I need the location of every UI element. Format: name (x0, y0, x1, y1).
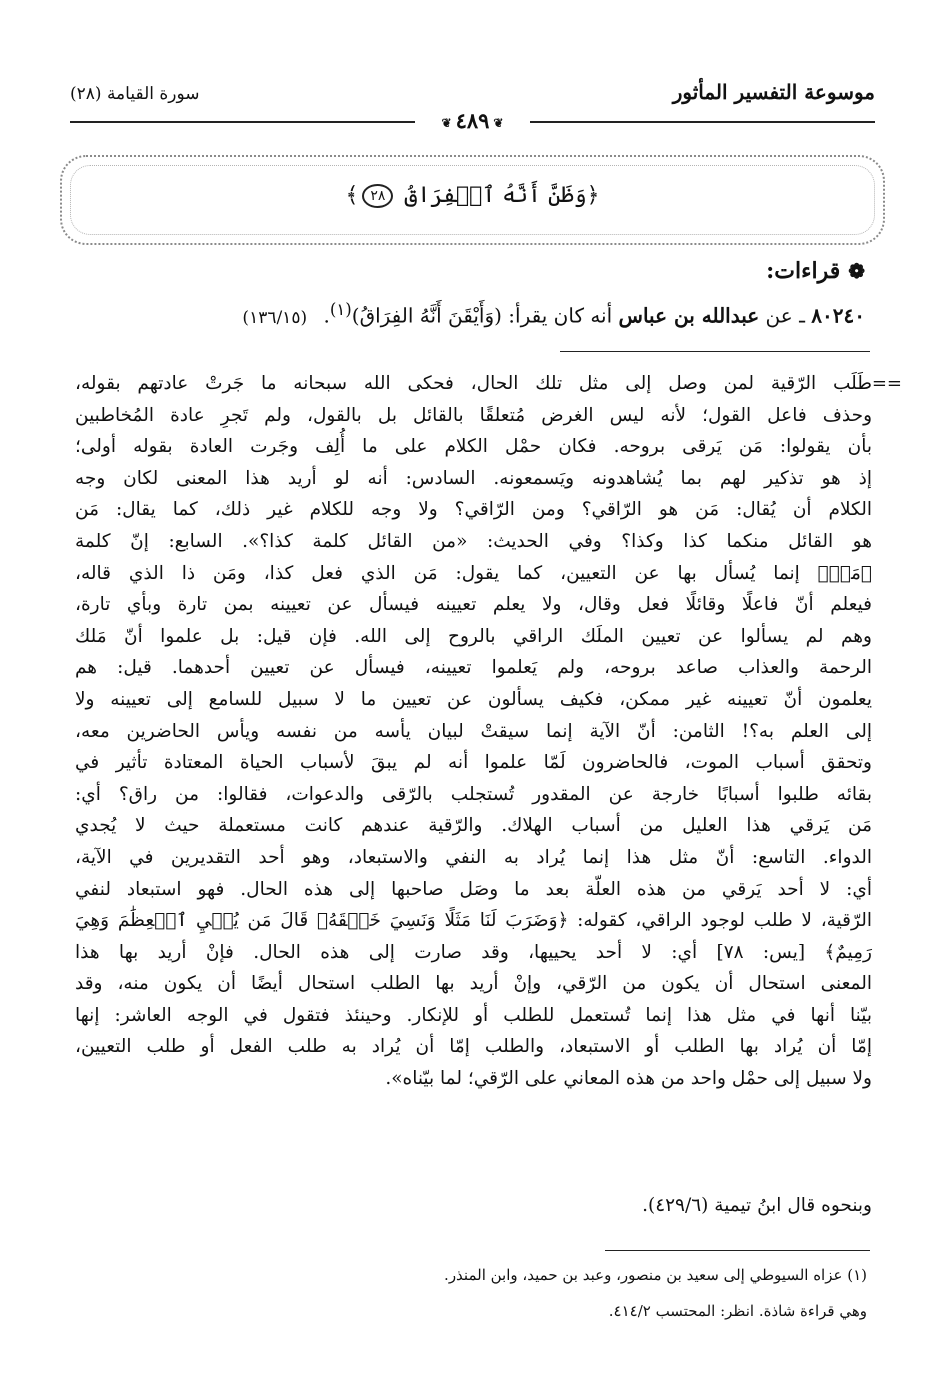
ornament-icon: ❦ (493, 115, 504, 130)
body-line: المعنى استحال أن يكون من الرّقي، وإنْ أريد بها الطلب استحال أيضًا أن يكون منه، وقد (75, 973, 872, 995)
body-line: الرحمة والعذاب صاعد بروحه، ولم يَعلموا تعيينه، فيسأل عن تعيين أحدهما. قيل: هم (75, 657, 872, 679)
narration-period: . (323, 303, 330, 328)
body-line: وهم لم يسألوا عن تعيين الملَك الراقي بالروح إلى الله. فإن قيل: بل علموا أنّ مَلك (75, 625, 872, 647)
page-number: ٤٨٩ (455, 108, 490, 133)
body-line: هو القائل منكما كذا وكذا؟ وفي الحديث: «من القائل كلمة كذا؟». السابع: إنّ كلمة (75, 530, 872, 552)
body-paragraph (75, 368, 902, 1095)
body-line: مَن يَرقي هذا العليل من أسباب الهلاك. والرّقية عندهم كانت مستعملة حيث لا يُجدي (75, 815, 872, 837)
narration (65, 300, 865, 328)
body-line: بأن يقولوا: مَن يَرقى بروحه. فكان حمْل الكلام على ما أُلِف وجَرت العادة بقوله أولى؛ (75, 436, 872, 458)
body-line: الدواء. التاسع: أنّ مثل هذا إنما يُراد به النفي والاستبعاد، وهو أحد التقديرين في الآية، (75, 846, 872, 868)
ayah-text (60, 183, 885, 208)
body-line: الكلام أن يُقال: مَن هو الرّاقي؟ ومن الرّاقي؟ ولا وجه للكلام غير ذلك، كما يقال: مَن (75, 499, 872, 521)
body-line: ولا سبيل إلى حمْل واحد من هذه المعاني على الرّقي؛ لما بيّناه». (385, 1068, 872, 1090)
book-title: موسوعة التفسير المأثور (672, 80, 875, 104)
body-line: وحذف فاعل القول؛ لأنه ليس الغرض مُتعلقًا بالقائل بل بالقول، ولم تَجرِ عادة المُخاطبين (75, 404, 872, 426)
header-rule-left (70, 121, 415, 123)
narration-text-before: ـ عن (765, 303, 805, 328)
header-rule-right (530, 121, 875, 123)
body-line: يعلمون أنّ تعيينه غير ممكن، فكيف يسألون عن تعيين ما لا سبيل للسامع إلى تعيينه ولا (75, 688, 872, 710)
body-line: إلى العلم به؟! الثامن: أنّ الآية إنما سيقتْ لبيان يأسه من نفسه ويأس الحاضرين معه، (75, 720, 872, 742)
section-heading (766, 258, 865, 284)
ayah-number-badge: ٢٨ (362, 184, 393, 208)
body-line: الرّقية، لا طلب لوجود الراقي، كقوله: ﴿وَضَرَبَ لَنَا مَثَلًا وَنَسِيَ خَلۡقَهُۥ قَالَ مَن يُحۡيِ ٱلۡعِظَٰمَ وَهِيَ (75, 910, 872, 932)
body-line: فيعلم أنّ فاعلًا وقائلًا فعل وقال، ولا يعلم تعيينه فيسأل عن تعيينه بمن تارة وبأي تارة، (75, 594, 872, 616)
surah-label: سورة القيامة (٢٨) (70, 84, 200, 104)
footnote: (١) عزاه السيوطي إلى سعيد بن منصور، وعبد بن حميد، وابن المنذر. (444, 1266, 867, 1284)
section-heading-label: قراءات: (766, 258, 841, 284)
ayah-close: ﴾ (345, 183, 359, 208)
body-line: إذ هو تذكير لهم بما يُشاهدونه ويَسمعونه. السادس: أنه لو أريد هذا المعنى لكان وجه (75, 467, 872, 489)
footnote: وهي قراءة شاذة. انظر: المحتسب ٤١٤/٢. (608, 1302, 867, 1320)
footnote-separator (605, 1250, 870, 1251)
body-line: وتحقق أسباب الموت، فالحاضرون لَمّا علموا أنه لم يبقَ لأسباب الحياة المعتادة تأثير في (75, 752, 872, 774)
flower-ornament-icon: ❁ (848, 259, 865, 283)
body-line: إمّا أن يُراد بها الطلب أو الاستبعاد، والطلب إمّا أن يُراد به طلب الفعل أو طلب التعيين، (75, 1036, 872, 1058)
ornament-icon: ❦ (441, 115, 452, 130)
footnote-ref: (١) (329, 300, 352, 319)
body-line: == طَلَب الرّقية لمن وصل إلى مثل تلك الحال، فحكى الله سبحانه ما جَرتْ عادتهم بقوله، (75, 368, 872, 400)
body-line: رَمِيمٌ﴾ [يس: ٧٨] أي: لا أحد يحييها، وقد صارت إلى هذه الحال. فإنْ أريد بها هذا (75, 941, 872, 963)
page-number-block (415, 108, 530, 133)
body-line: بيّنا أنها في مثل هذا إنما تُستعمل للطلب أو للإنكار. وحينئذ فتقول في الوجه العاشر: إنها (75, 1004, 872, 1026)
narration-text-after: أنه كان يقرأ: (وَأَيْقَنَ أَنَّهُ الفِرَاقُ) (351, 303, 613, 328)
body-line: أي: لا أحد يَرقي من هذه العلّة بعد ما وصَل صاحبها إلى هذه الحال. فهو استبعاد لنفي (75, 878, 872, 900)
body-line: بقائه طلبوا أسبابًا خارجة عن المقدور تُستجلب بالرّقى والدعوات، فقالوا: من راق؟ أي: (75, 783, 872, 805)
narration-number: ٨٠٢٤٠ (811, 303, 865, 328)
ayah-verse: ﴿وَظَنَّ أَنَّهُ ٱلۡفِرَاقُ (404, 183, 600, 208)
narrator-name: عبدالله بن عباس (618, 303, 760, 328)
body-line: ﴿مَنۡ﴾ إنما يُسأل بها عن التعيين، كما يقول: مَن الذي فعل كذا، ومَن ذا الذي قاله، (75, 562, 872, 584)
closing-line: وبنحوه قال ابنُ تيمية (٤٢٩/٦). (642, 1195, 872, 1216)
narration-source: (١٣٦/١٥) (242, 307, 308, 328)
separator-rule (560, 351, 870, 352)
continuation-mark: == (871, 373, 902, 394)
